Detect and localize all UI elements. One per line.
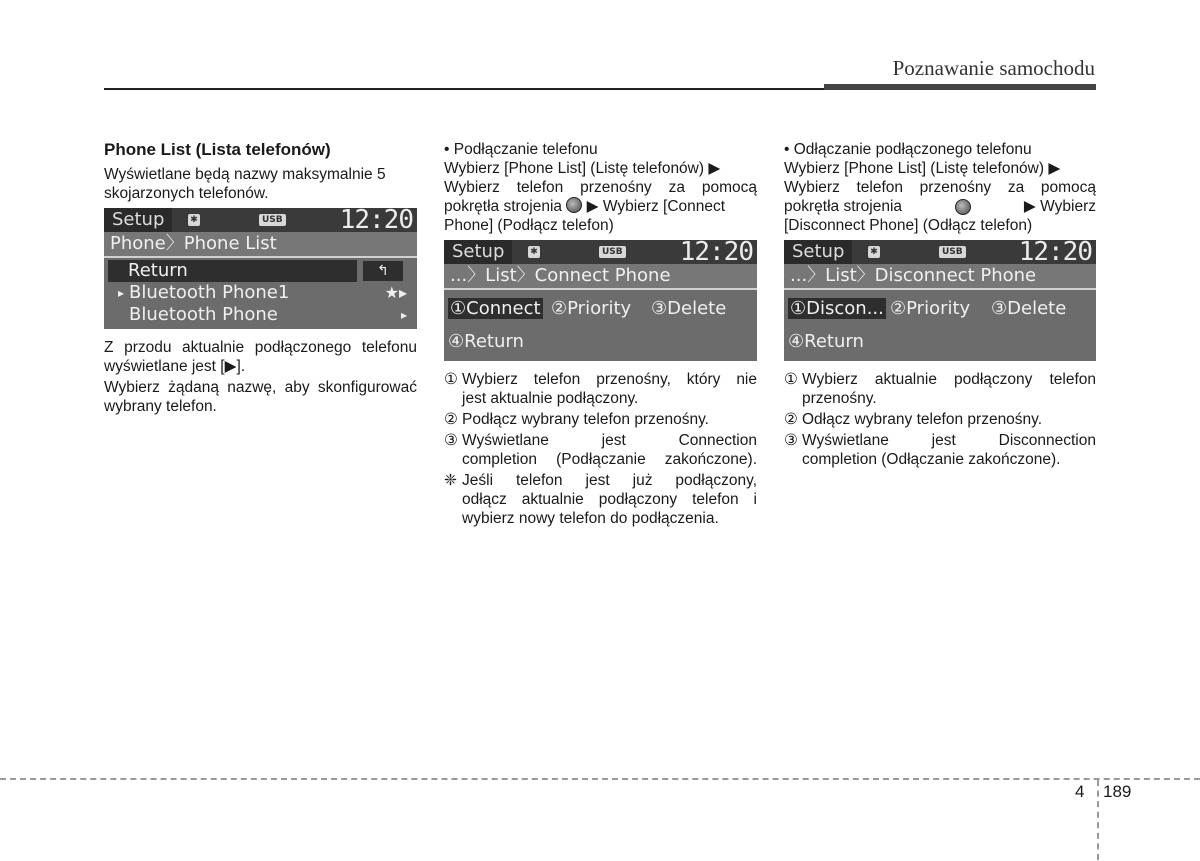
chapter-number: 4 — [1075, 782, 1085, 801]
setup-label: Setup — [444, 240, 512, 264]
paragraph-connected-marker: Z przodu aktualnie podłączonego telefonu wyświetlane jest [▶]. — [104, 339, 417, 375]
option-delete[interactable]: ③Delete — [991, 298, 1067, 319]
option-delete[interactable]: ③Delete — [651, 298, 727, 319]
bluetooth-icon: ✱ — [528, 246, 540, 258]
usb-icon: USB — [939, 246, 966, 258]
section-title: Phone List (Lista telefonów) — [104, 140, 331, 159]
breadcrumb: ...〉List〉Disconnect Phone — [784, 264, 1096, 290]
item-number: ② — [444, 411, 458, 428]
instruction-line: Wybierz [Phone List] (Listę telefonów) ▶ — [444, 160, 721, 177]
clock: 12:20 — [1018, 237, 1092, 267]
bullet-heading: • Odłączanie podłączonego telefonu — [784, 141, 1032, 158]
list-item-return[interactable] — [104, 260, 417, 282]
header-rule — [104, 88, 824, 90]
return-icon: ↰ — [363, 261, 403, 281]
option-priority[interactable]: ②Priority — [890, 298, 971, 319]
lcd-status-bar — [444, 237, 757, 267]
list-item-phone1[interactable] — [104, 282, 417, 304]
page-number: 189 — [1103, 782, 1132, 801]
arrow-right-icon: ▸ — [400, 308, 407, 322]
list-item-label: Return — [108, 260, 357, 282]
list-item — [444, 370, 757, 408]
clock: 12:20 — [679, 237, 753, 267]
item-text: Wybierz aktualnie podłączony telefon — [802, 371, 1096, 388]
star-arrow-icon: ★▸ — [384, 283, 407, 302]
item-text: Wyświetlane jest Disconnection — [802, 432, 1096, 449]
option-return[interactable]: ④Return — [788, 331, 864, 352]
header-rule-accent — [824, 84, 1096, 90]
instruction-text: pokrętła strojenia — [444, 198, 563, 215]
usb-icon: USB — [599, 246, 626, 258]
instruction-text: ▶ Wybierz [Connect — [586, 198, 726, 215]
tuning-knob-icon — [955, 199, 971, 215]
footer-divider — [0, 778, 1200, 780]
column-2 — [444, 140, 757, 235]
item-number: ① — [784, 371, 798, 388]
item-text: completion (Podłączanie zakończone). — [462, 451, 757, 468]
list-item-phone2[interactable] — [104, 304, 417, 326]
item-text: Jeśli telefon jest już podłączony, — [462, 472, 757, 489]
breadcrumb: Phone〉Phone List — [104, 232, 417, 258]
column-1 — [104, 140, 417, 203]
item-number: ① — [444, 371, 458, 388]
item-text: wybierz nowy telefon do podłączenia. — [462, 510, 719, 527]
item-text: Wybierz telefon przenośny, który nie — [462, 371, 757, 388]
bluetooth-icon: ✱ — [188, 214, 200, 226]
item-text: Wyświetlane jest Connection — [462, 432, 757, 449]
instruction-line: Wybierz telefon przenośny za pomocą — [444, 179, 757, 196]
clock: 12:20 — [339, 205, 413, 235]
instruction-text: ▶ Wybierz — [1023, 198, 1096, 215]
list-item — [444, 410, 757, 429]
footer-vertical-divider — [1097, 780, 1099, 860]
instruction-line: Phone] (Podłącz telefon) — [444, 217, 614, 234]
note-item — [444, 471, 757, 528]
lcd-status-bar — [784, 237, 1096, 267]
item-text: jest aktualnie podłączony. — [462, 390, 639, 407]
item-text: Odłącz wybrany telefon przenośny. — [802, 411, 1043, 428]
lcd-screen-disconnect — [784, 237, 1096, 361]
column-3-list — [784, 370, 1096, 469]
setup-label: Setup — [104, 208, 172, 232]
list-item-label: Bluetooth Phone1 — [129, 282, 290, 303]
instruction-line: Wybierz telefon przenośny za pomocą — [784, 179, 1096, 196]
column-2-list — [444, 370, 757, 528]
instruction-line: [Disconnect Phone] (Odłącz telefon) — [784, 217, 1033, 234]
column-3 — [784, 140, 1096, 235]
item-number: ③ — [784, 432, 798, 449]
instruction-line — [444, 197, 757, 216]
item-number: ③ — [444, 432, 458, 449]
instruction-text: pokrętła strojenia — [784, 198, 903, 215]
item-text: odłącz aktualnie podłączony telefon i — [462, 491, 757, 508]
list-item — [784, 431, 1096, 469]
option-return[interactable]: ④Return — [448, 331, 524, 352]
item-number: ② — [784, 411, 798, 428]
list-item — [784, 410, 1096, 429]
note-marker: ❈ — [444, 472, 457, 489]
option-disconnect[interactable]: ①Discon... — [790, 298, 884, 319]
bluetooth-icon: ✱ — [868, 246, 880, 258]
item-text: Podłącz wybrany telefon przenośny. — [462, 411, 709, 428]
instruction-line: Wybierz [Phone List] (Listę telefonów) ▶ — [784, 160, 1061, 177]
connected-indicator-icon: ▸ — [118, 286, 125, 300]
column-1-body — [104, 338, 417, 416]
lcd-screen-connect — [444, 237, 757, 361]
item-text: completion (Odłączanie zakończone). — [802, 451, 1061, 468]
page-header-title: Poznawanie samochodu — [892, 56, 1095, 80]
lcd-status-bar — [104, 205, 417, 235]
list-item — [444, 431, 757, 469]
bullet-heading: • Podłączanie telefonu — [444, 141, 598, 158]
usb-icon: USB — [259, 214, 286, 226]
list-item-label: Bluetooth Phone — [129, 304, 278, 325]
lcd-screen-phone-list — [104, 205, 417, 329]
paragraph-select-name: Wybierz żądaną nazwę, aby skonfigurować wybrany telefon. — [104, 379, 417, 415]
setup-label: Setup — [784, 240, 852, 264]
item-text: przenośny. — [802, 390, 877, 407]
intro-text: Wyświetlane będą nazwy maksymalnie 5 skojarzonych telefonów. — [104, 166, 386, 202]
breadcrumb: ...〉List〉Connect Phone — [444, 264, 757, 290]
option-priority[interactable]: ②Priority — [551, 298, 632, 319]
instruction-line — [784, 197, 1096, 216]
tuning-knob-icon — [566, 197, 582, 213]
option-connect[interactable]: ①Connect — [450, 298, 541, 319]
list-item — [784, 370, 1096, 408]
